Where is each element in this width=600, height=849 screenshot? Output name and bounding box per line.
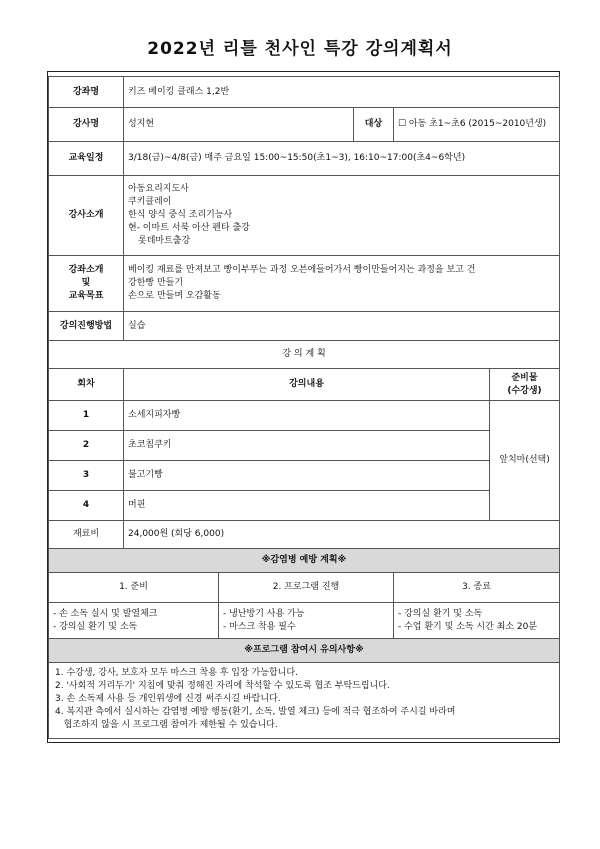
notes-content: [49, 663, 560, 739]
intro-line: 한식 양식 중식 조리기능사: [128, 210, 233, 220]
row-covid-content: [49, 603, 560, 639]
covid-col-progress: 2. 프로그램 진행: [219, 573, 394, 603]
row-plan-header: [49, 341, 560, 369]
goal-line: 베이킹 재료를 만져보고 빵이부푸는 과정 오븐에들어가서 빵이만들어지는 과정을 보고 건: [128, 265, 476, 275]
table-row: [49, 491, 560, 521]
session-number: 1: [49, 401, 124, 431]
covid-header: ※감염병 예방 계획※: [49, 549, 560, 573]
goal-label: [49, 256, 124, 312]
prep-value: 앞치마(선택): [490, 401, 560, 521]
session-content: 소세지피자빵: [124, 401, 490, 431]
fee-value: 24,000원 (회당 6,000): [124, 521, 560, 549]
schedule-label: 교육일정: [49, 142, 124, 176]
session-content: 초코칩쿠키: [124, 431, 490, 461]
goal-label-line: 교육목표: [68, 291, 104, 301]
row-instructor: [49, 108, 560, 142]
covid-line: - 손 소독 실시 및 발열체크: [53, 608, 158, 619]
session-number: 3: [49, 461, 124, 491]
instructor-value: 성지현: [124, 108, 354, 142]
goal-value: [124, 256, 560, 312]
session-content: 불고기빵: [124, 461, 490, 491]
form-table: [48, 72, 560, 739]
note-line: 3. 손 소독제 사용 등 개인위생에 신경 써주시길 바랍니다.: [55, 694, 281, 704]
intro-label: 강사소개: [49, 176, 124, 256]
covid-line: - 강의실 환기 및 소독: [398, 608, 483, 619]
intro-line: 아동요리지도사: [128, 184, 189, 194]
method-label: 강의진행방법: [49, 312, 124, 341]
instructor-label: 강사명: [49, 108, 124, 142]
note-line: 2. '사회적 거리두기' 지침에 맞춰 정해진 자리에 착석할 수 있도록 협조 부탁드립니다.: [55, 681, 390, 691]
course-label: 강좌명: [49, 77, 124, 108]
document-title: 2022년 리틀 천사인 특강 강의계획서: [147, 39, 453, 59]
covid-prepare-content: [49, 603, 219, 639]
intro-value: [124, 176, 560, 256]
goal-line: 손으로 만들며 오감활동: [128, 291, 221, 301]
row-notes-header: [49, 639, 560, 663]
notes-header: ※프로그램 참여시 유의사항※: [49, 639, 560, 663]
plan-form: [47, 71, 560, 743]
covid-line: - 강의실 환기 및 소독: [53, 621, 138, 632]
plan-header: 강 의 계 획: [49, 341, 560, 369]
method-value: 실습: [124, 312, 560, 341]
row-intro: [49, 176, 560, 256]
row-notes: [49, 663, 560, 739]
row-schedule: [49, 142, 560, 176]
session-content: 머핀: [124, 491, 490, 521]
row-plan-columns: [49, 369, 560, 401]
session-number: 4: [49, 491, 124, 521]
goal-label-line: 강좌소개: [68, 265, 104, 275]
row-goal: [49, 256, 560, 312]
prep-header-line: (수강생): [507, 385, 542, 396]
fee-label: 재료비: [49, 521, 124, 549]
covid-line: - 냉난방기 사용 가능: [223, 608, 305, 619]
row-fee: [49, 521, 560, 549]
row-covid-columns: [49, 573, 560, 603]
row-method: [49, 312, 560, 341]
row-covid-header: [49, 549, 560, 573]
intro-line: 현- 이마트 서북 아산 펜타 출강: [128, 223, 250, 233]
note-line: 1. 수강생, 강사, 보호자 모두 마스크 착용 후 입장 가능합니다.: [55, 668, 298, 678]
target-value: ☐ 아동 초1~초6 (2015~2010년생): [394, 108, 560, 142]
covid-col-end: 3. 종료: [394, 573, 560, 603]
session-col-header: 회차: [49, 369, 124, 401]
note-line: 4. 복지관 측에서 실시하는 감염병 예방 행동(환기, 소독, 발열 체크) 등에 적극 협조하여 주시길 바라며: [55, 707, 456, 717]
covid-end-content: [394, 603, 560, 639]
prep-header-line: 준비물: [511, 372, 538, 383]
goal-line: 강한빵 만들기: [128, 278, 184, 288]
target-label: 대상: [354, 108, 394, 142]
session-number: 2: [49, 431, 124, 461]
prep-col-header: [490, 369, 560, 401]
schedule-value: 3/18(금)~4/8(금) 매주 금요일 15:00~15:50(초1~3), 16:10~17:00(초4~6학년): [124, 142, 560, 176]
row-course: [49, 77, 560, 108]
covid-col-prepare: 1. 준비: [49, 573, 219, 603]
covid-line: - 마스크 착용 필수: [223, 621, 296, 632]
table-row: [49, 401, 560, 431]
covid-line: - 수업 환기 및 소독 시간 최소 20분: [398, 621, 538, 632]
course-value: 키즈 베이킹 클래스 1,2반: [124, 77, 560, 108]
note-line: 협조하지 않을 시 프로그램 참여가 제한될 수 있습니다.: [55, 720, 278, 730]
table-row: [49, 431, 560, 461]
intro-line: 쿠키클레이: [128, 197, 172, 207]
intro-line: 롯데마트출강: [138, 236, 191, 246]
table-row: [49, 461, 560, 491]
goal-label-line: 및: [81, 278, 91, 288]
covid-progress-content: [219, 603, 394, 639]
content-col-header: 강의내용: [124, 369, 490, 401]
